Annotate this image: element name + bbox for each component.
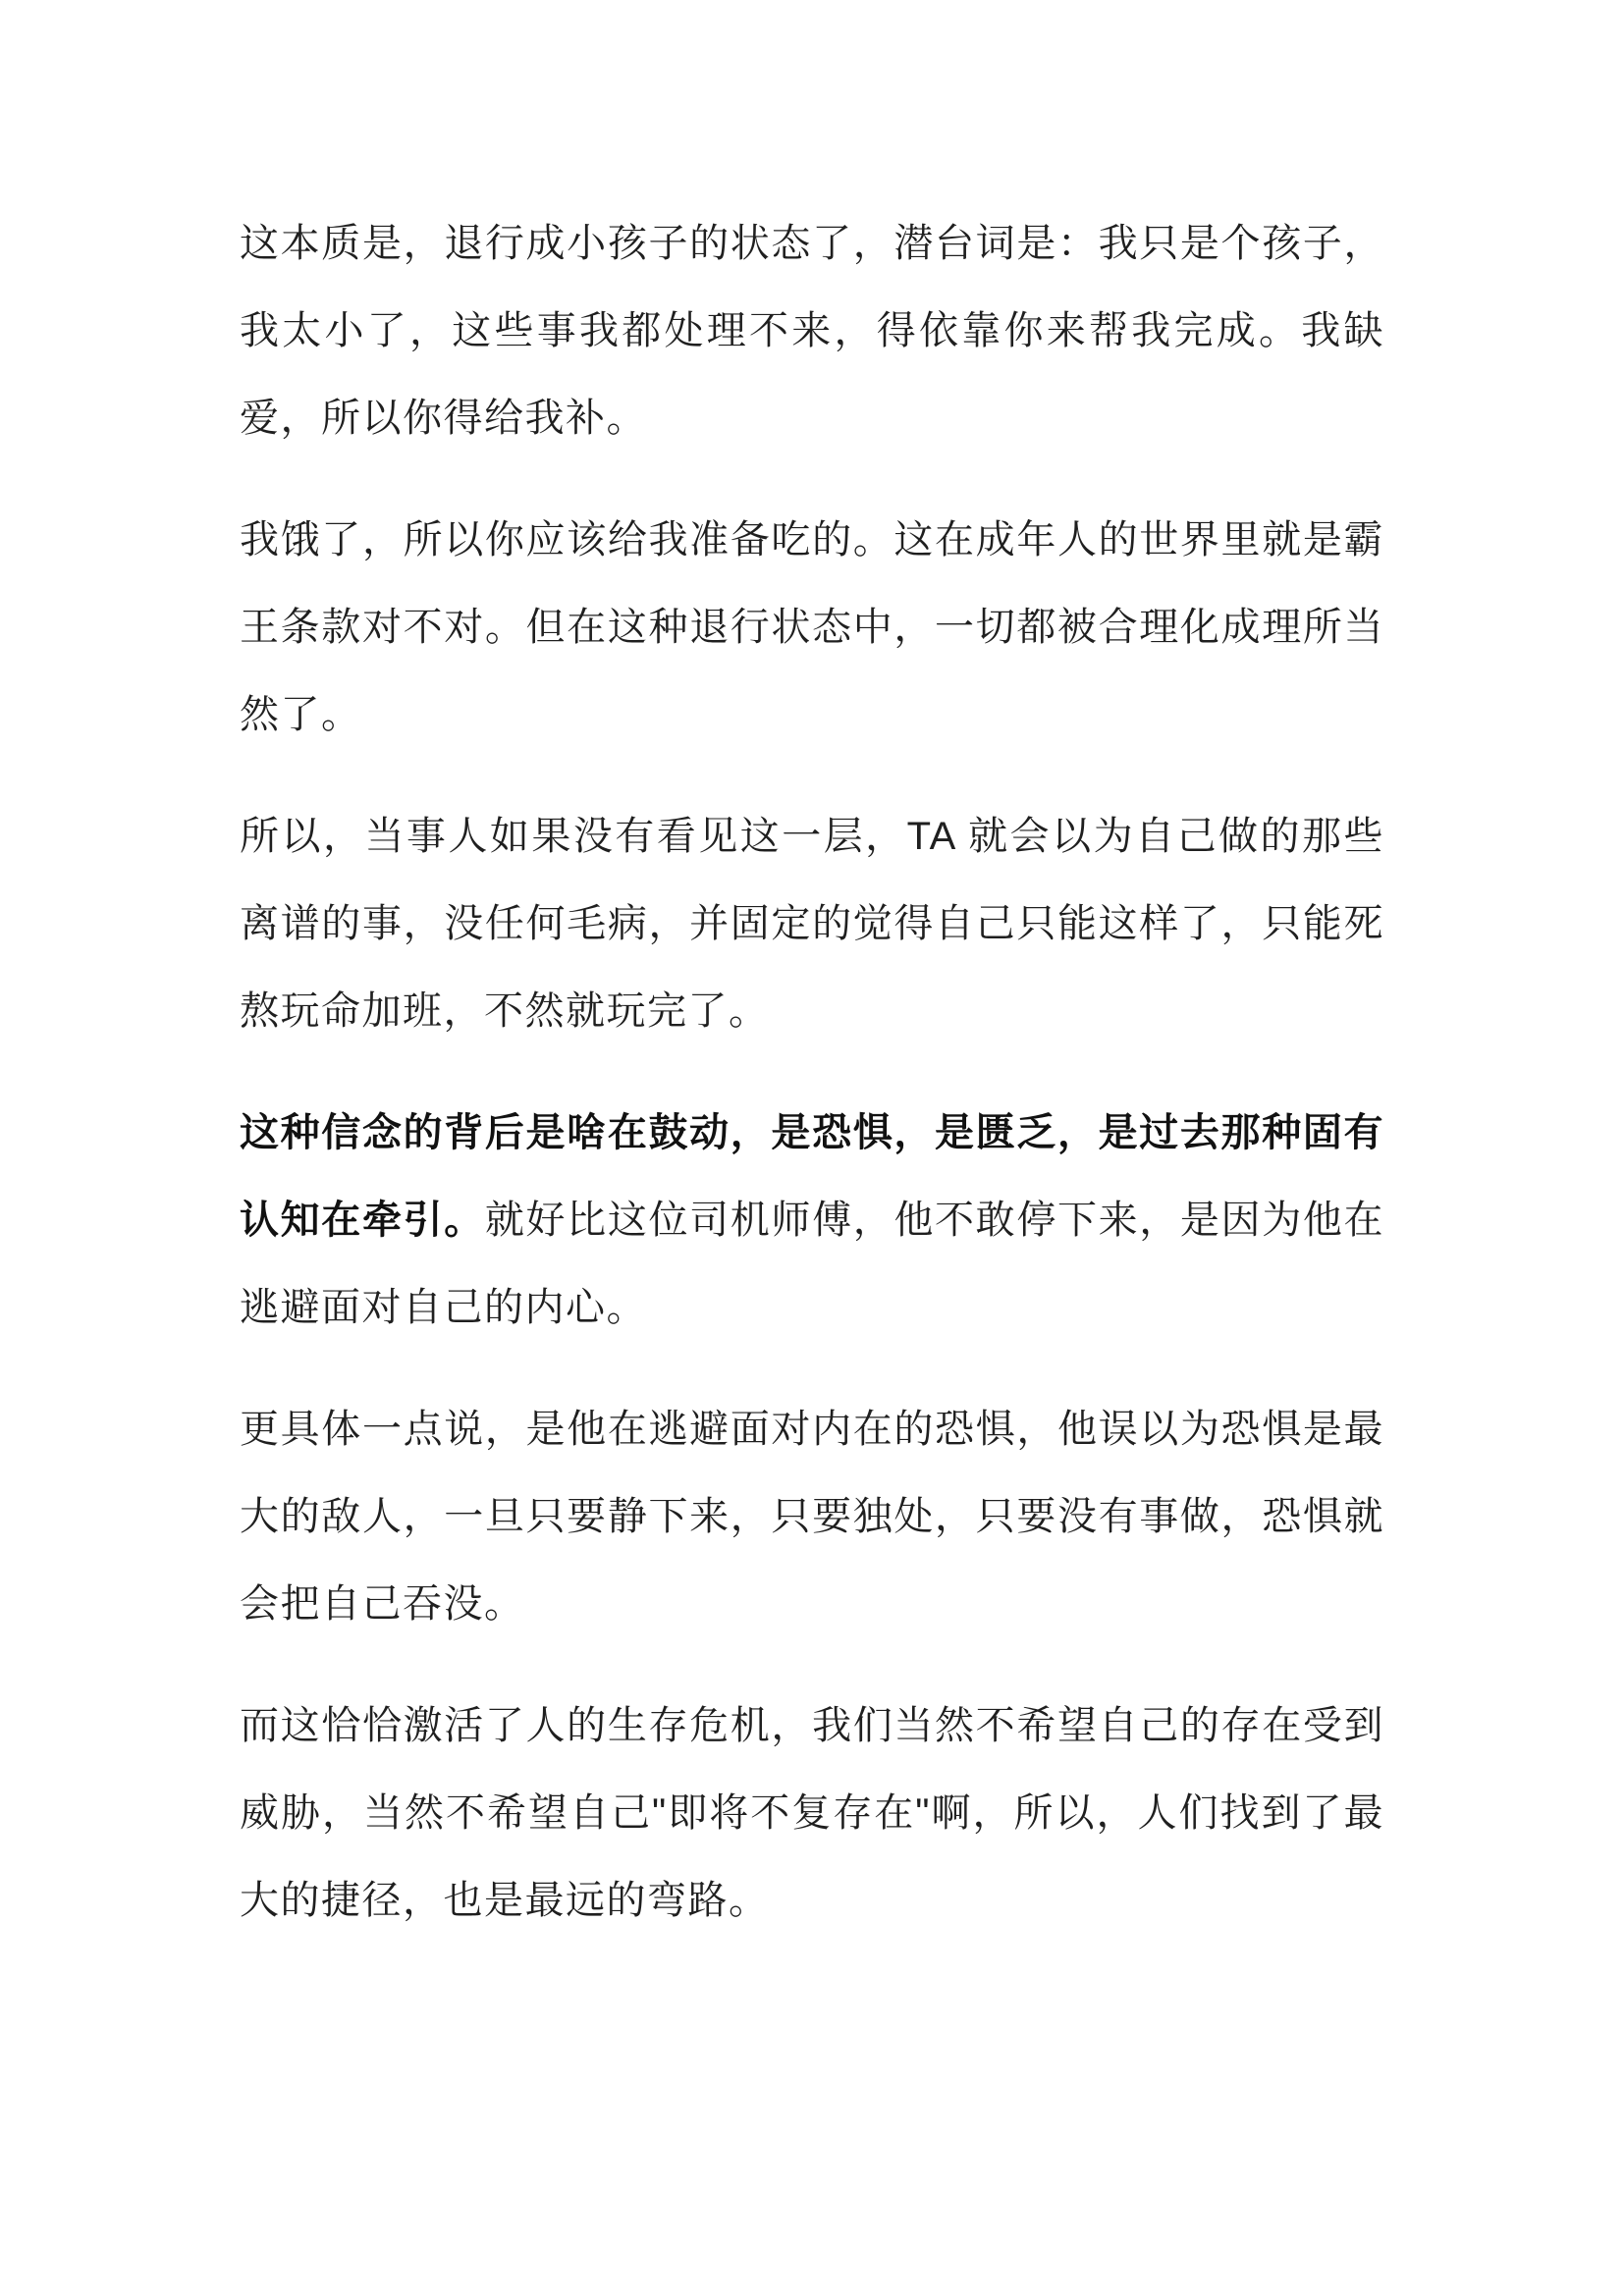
paragraph-5-text: 更具体一点说，是他在逃避面对内在的恐惧，他误以为恐惧是最大的敌人，一旦只要静下来，只要独处，只要没有事做，恐惧就会把自己吞没。 — [240, 1408, 1384, 1626]
paragraph-4 — [240, 1090, 1384, 1352]
paragraph-4-bold-lead: 这种信念的背后是啥在鼓动，是恐惧，是匮乏，是过去那种固有认知在牵引。 — [240, 1111, 1384, 1242]
paragraph-3 — [240, 793, 1384, 1055]
paragraph-5 — [240, 1386, 1384, 1648]
paragraph-2 — [240, 497, 1384, 759]
paragraph-1 — [240, 200, 1384, 462]
paragraph-4-text: 就好比这位司机师傅，他不敢停下来，是因为他在逃避面对自己的内心。 — [240, 1199, 1385, 1329]
paragraph-3-text: 所以，当事人如果没有看见这一层，TA 就会以为自己做的那些离谱的事，没任何毛病，并固定的觉得自己只能这样了，只能死熬玩命加班，不然就玩完了。 — [240, 815, 1384, 1033]
paragraph-2-text: 我饿了，所以你应该给我准备吃的。这在成年人的世界里就是霸王条款对不对。但在这种退行状态中，一切都被合理化成理所当然了。 — [240, 518, 1384, 736]
paragraph-6 — [240, 1682, 1384, 1945]
paragraph-1-text: 这本质是，退行成小孩子的状态了，潜台词是：我只是个孩子，我太小了，这些事我都处理不来，得依靠你来帮我完成。我缺爱，所以你得给我补。 — [240, 222, 1384, 440]
paragraph-6-text: 而这恰恰激活了人的生存危机，我们当然不希望自己的存在受到威胁，当然不希望自己"即将不复存在"啊，所以，人们找到了最大的捷径，也是最远的弯路。 — [240, 1704, 1384, 1922]
article-body — [240, 200, 1384, 1945]
